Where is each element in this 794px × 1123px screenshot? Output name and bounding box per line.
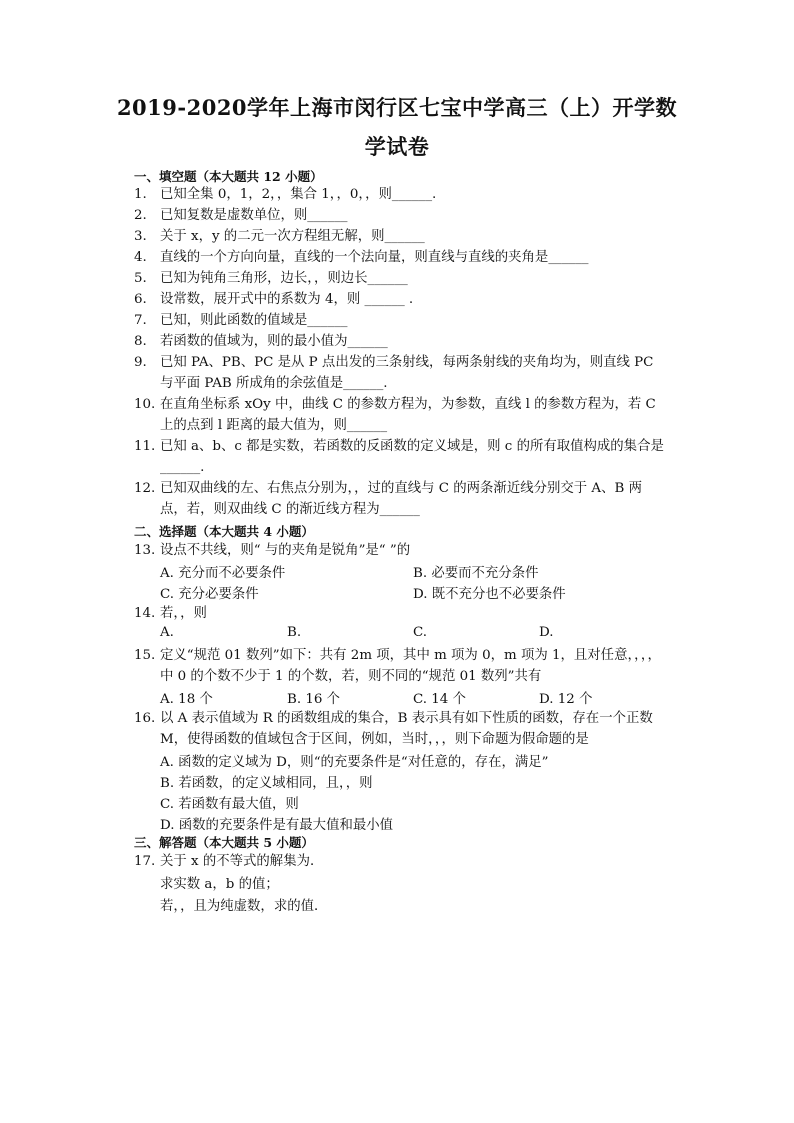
q14-option-c: C. xyxy=(413,625,428,640)
question-number: 17. xyxy=(134,854,156,869)
q16-option-b: B. 若函数，的定义域相同，且，，则 xyxy=(160,776,373,791)
question-text: 直线的一个方向向量，直线的一个法向量，则直线与直线的夹角是______ xyxy=(160,250,589,265)
question-number: 9. xyxy=(134,355,147,370)
question-number: 6. xyxy=(134,292,147,307)
question-12 xyxy=(134,478,668,520)
question-text: 关于 x，y 的二元一次方程组无解，则______ xyxy=(160,229,425,244)
question-text: 已知，则此函数的值域是______ xyxy=(160,313,348,328)
question-number: 5. xyxy=(134,271,147,286)
question-text: 已知 PA、PB、PC 是从 P 点出发的三条射线，每两条射线的夹角均为，则直线 PC 与平面 PAB 所成角的余弦值是______. xyxy=(160,355,654,391)
question-number: 1. xyxy=(134,187,147,202)
question-16 xyxy=(134,708,668,750)
q16-option-d: D. 函数的充要条件是有最大值和最小值 xyxy=(160,818,394,833)
section-answer-heading: 三、解答题（本大题共 5 小题） xyxy=(134,835,314,850)
question-text: 已知为钝角三角形，边长，，则边长______ xyxy=(160,271,408,286)
question-number: 11. xyxy=(134,439,156,454)
question-9 xyxy=(134,352,668,394)
question-text: 已知全集 0，1，2，，集合 1，，0，，则______. xyxy=(160,187,437,202)
question-number: 15. xyxy=(134,648,156,663)
question-15 xyxy=(134,645,668,687)
question-number: 16. xyxy=(134,711,156,726)
q15-option-c: C. 14 个 xyxy=(413,692,466,707)
q14-option-a: A. xyxy=(160,625,174,640)
q16-option-c: C. 若函数有最大值，则 xyxy=(160,797,299,812)
question-text: 若，，则 xyxy=(160,606,207,621)
question-text: 定义“规范 01 数列”如下：共有 2m 项，其中 m 项为 0，m 项为 1，且对任意，，，，中 0 的个数不少于 1 的个数，若，则不同的“规范 01 数列”共有 xyxy=(160,648,661,684)
question-number: 12. xyxy=(134,481,156,496)
question-3 xyxy=(134,226,668,247)
question-7 xyxy=(134,310,668,331)
question-13 xyxy=(134,540,668,561)
q15-option-b: B. 16 个 xyxy=(287,692,341,707)
question-text: 若函数的值域为，则的最小值为______ xyxy=(160,334,388,349)
question-number: 4. xyxy=(134,250,147,265)
question-number: 13. xyxy=(134,543,156,558)
question-number: 7. xyxy=(134,313,147,328)
question-number: 10. xyxy=(134,397,156,412)
exam-title-line1: 2019-2020学年上海市闵行区七宝中学高三（上）开学数 xyxy=(116,95,678,120)
q14-option-d: D. xyxy=(539,625,554,640)
question-11 xyxy=(134,436,668,478)
question-1 xyxy=(134,184,668,205)
question-text: 关于 x 的不等式的解集为． xyxy=(160,854,324,869)
question-14 xyxy=(134,603,668,624)
question-number: 3. xyxy=(134,229,147,244)
question-text: 已知 a、b、c 都是实数，若函数的反函数的定义域是，则 c 的所有取值构成的集合是______. xyxy=(160,439,664,475)
question-17 xyxy=(134,851,668,872)
question-text: 设点不共线，则“ 与的夹角是锐角”是“ ”的 xyxy=(160,543,411,558)
q15-option-d: D. 12 个 xyxy=(539,692,593,707)
question-8 xyxy=(134,331,668,352)
question-4 xyxy=(134,247,668,268)
question-number: 14. xyxy=(134,606,156,621)
question-5 xyxy=(134,268,668,289)
question-number: 8. xyxy=(134,334,147,349)
question-text: 已知复数是虚数单位，则______ xyxy=(160,208,348,223)
q17-subpart-1: 求实数 a，b 的值； xyxy=(160,877,279,892)
q13-option-d: D. 既不充分也不必要条件 xyxy=(413,587,566,602)
question-6 xyxy=(134,289,668,310)
q13-option-b: B. 必要而不充分条件 xyxy=(413,566,539,581)
question-text: 以 A 表示值域为 R 的函数组成的集合，B 表示具有如下性质的函数，存在一个正数 M，使得函数的值域包含于区间，例如，当时，，，则下命题为假命题的是 xyxy=(160,711,653,747)
exam-title-line2: 学试卷 xyxy=(364,134,430,159)
q14-option-b: B. xyxy=(287,625,302,640)
question-2 xyxy=(134,205,668,226)
question-text: 设常数，展开式中的系数为 4，则 ______ . xyxy=(160,292,414,307)
q16-option-a: A. 函数的定义域为 D，则“的充要条件是“对任意的，存在，满足” xyxy=(160,755,549,770)
q13-option-c: C. 充分必要条件 xyxy=(160,587,259,602)
q17-subpart-2: 若，，且为纯虚数，求的值． xyxy=(160,899,328,914)
q15-option-a: A. 18 个 xyxy=(160,692,213,707)
question-10 xyxy=(134,394,668,436)
section-choice-heading: 二、选择题（本大题共 4 小题） xyxy=(134,524,314,539)
question-text: 已知双曲线的左、右焦点分别为，，过的直线与 C 的两条渐近线分别交于 A、B 两点，若，则双曲线 C 的渐近线方程为______ xyxy=(160,481,642,517)
section-fill-in-heading: 一、填空题（本大题共 12 小题） xyxy=(134,169,323,184)
question-number: 2. xyxy=(134,208,147,223)
question-text: 在直角坐标系 xOy 中，曲线 C 的参数方程为，为参数，直线 l 的参数方程为，若 C 上的点到 l 距离的最大值为，则______ xyxy=(160,397,656,433)
q13-option-a: A. 充分而不必要条件 xyxy=(160,566,286,581)
